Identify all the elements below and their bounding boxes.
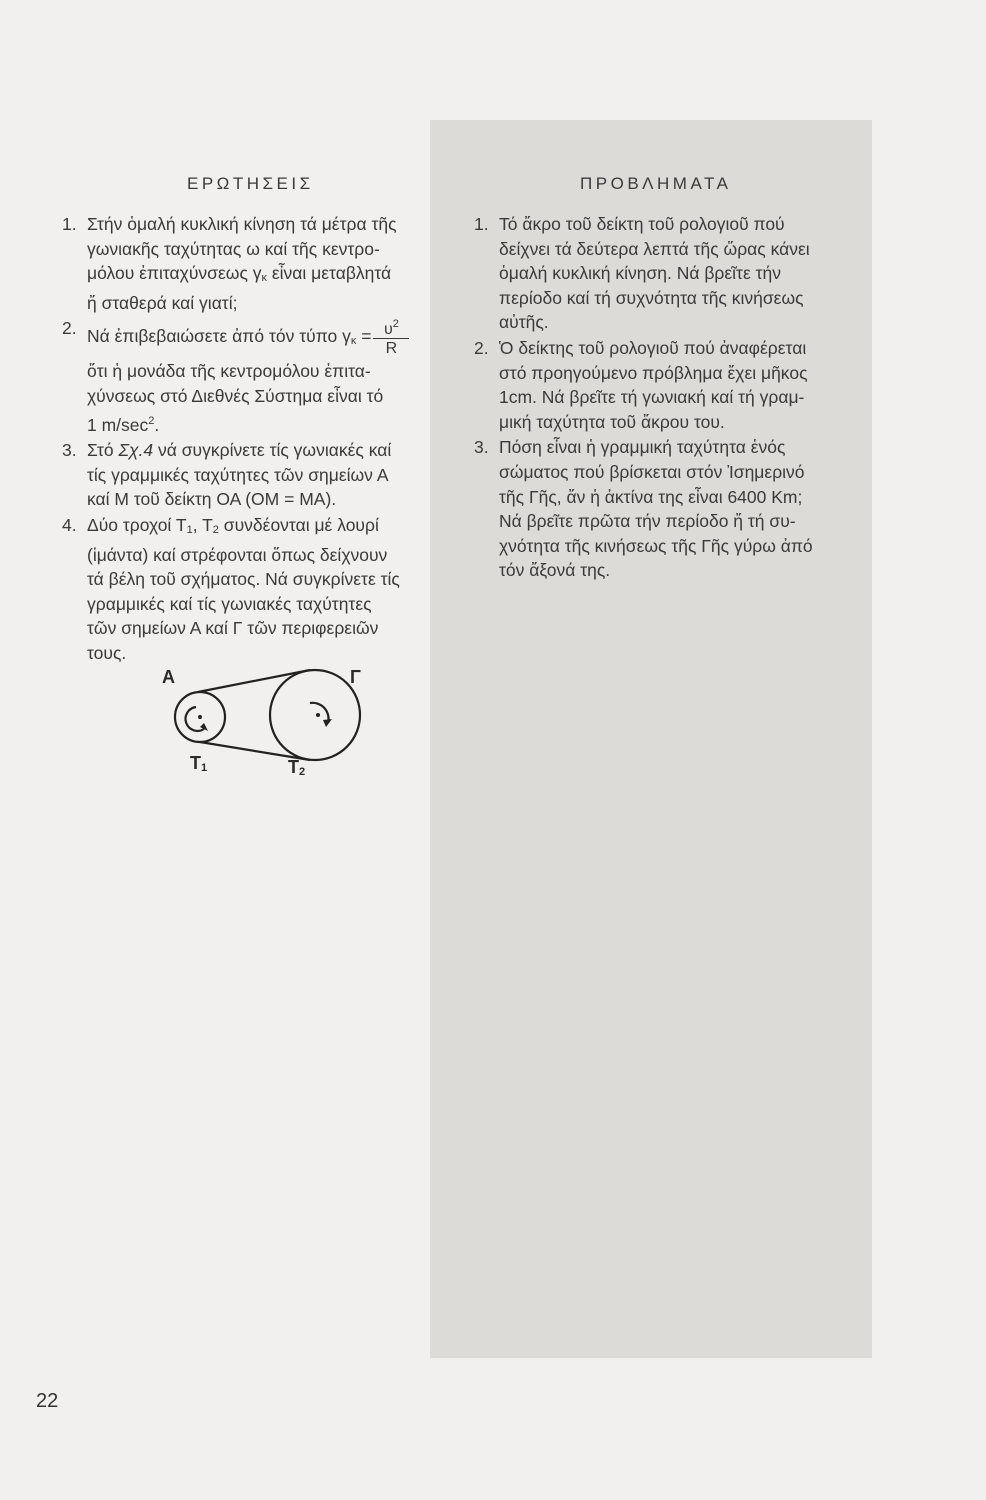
formula-line [87, 316, 450, 359]
text-line: δείχνει τά δεύτερα λεπτά τῆς ὥρας κάνει [499, 238, 810, 259]
center-dot-t1 [198, 715, 202, 719]
text-line: χύνσεως στό Διεθνές Σύστημα εἶναι τό [87, 385, 384, 406]
question-4 [62, 513, 450, 666]
text-line: μική ταχύτητα τοῦ ἄκρου του. [499, 411, 725, 432]
problem-1 [474, 212, 874, 335]
text-line: Στήν ὁμαλή κυκλική κίνηση τά μέτρα τῆς [87, 214, 397, 234]
equals-sign: = [356, 326, 372, 347]
text-line: Πόση εἶναι ἡ γραμμική ταχύτητα ἑνός [499, 437, 786, 458]
text-line: 1cm. Νά βρεῖτε τή γωνιακή καί τή γραμ- [499, 387, 805, 408]
text-line: περίοδο καί τή συχνότητα τῆς κινήσεως [499, 287, 804, 308]
problem-number: 1. [474, 214, 489, 234]
text-line: τους. [87, 642, 127, 663]
pulley-t2-circle [270, 670, 360, 760]
text-line: τόν ἄξονά της. [499, 560, 611, 581]
text-span: , Τ [192, 514, 213, 535]
text-line: (ἱμάντα) καί στρέφονται ὅπως δείχνουν [87, 544, 388, 565]
question-3 [62, 438, 450, 512]
subscript: κ [350, 335, 357, 348]
problem-3 [474, 435, 874, 583]
text-line [87, 261, 450, 291]
subscript: 1 [186, 523, 193, 536]
text-line: αὐτῆς. [499, 312, 549, 333]
text-line: ἤ σταθερά καί γιατί; [87, 292, 238, 313]
text-line: καί Μ τοῦ δείκτη ΟΑ (ΟΜ = ΜΑ). [87, 489, 337, 510]
problem-number: 3. [474, 437, 489, 458]
subscript: 1 [201, 762, 208, 774]
text-line: ὅτι ἡ μονάδα τῆς κεντρομόλου ἐπιτα- [87, 361, 371, 382]
text-span: συνδέονται μέ λουρί [218, 514, 379, 535]
label-text: Τ [190, 753, 201, 773]
text-line: τῶν σημείων Α καί Γ τῶν περιφερειῶν [87, 618, 379, 639]
center-dot-t2 [316, 713, 320, 717]
questions-list [62, 212, 450, 666]
figure-reference: Σχ.4 [118, 440, 154, 461]
text-line [87, 513, 450, 543]
unit-text: 1 m/sec [87, 414, 149, 435]
question-1 [62, 212, 450, 315]
question-number: 3. [62, 440, 77, 461]
problems-column [474, 172, 874, 584]
question-number: 2. [62, 318, 77, 339]
page-number: 22 [36, 1390, 59, 1412]
problem-2 [474, 336, 874, 434]
text-line: Ὁ δείκτης τοῦ ρολογιοῦ πού ἀναφέρεται [499, 337, 807, 358]
arrowhead-t2-icon [323, 719, 332, 727]
fraction-numerator [373, 316, 409, 339]
question-number: 1. [62, 214, 77, 234]
question-number: 4. [62, 514, 77, 535]
text-line: Τό ἄκρο τοῦ δείκτη τοῦ ρολογιοῦ πού [499, 214, 785, 234]
text-span: Στό [87, 440, 119, 461]
problems-list [474, 212, 874, 583]
text-span: Νά ἐπιβεβαιώσετε ἀπό τόν τύπο γ [87, 326, 351, 347]
problem-number: 2. [474, 337, 489, 358]
text-line [87, 409, 450, 438]
text-line: γωνιακῆς ταχύτητας ω καί τῆς κεντρο- [87, 238, 380, 259]
label-pulley-t2 [288, 757, 305, 778]
text-line [87, 438, 450, 463]
text-line: σώματος πού βρίσκεται στόν Ἰσημερινό [499, 461, 805, 482]
question-2 [62, 316, 450, 437]
questions-column [62, 172, 450, 667]
label-point-a: Α [162, 667, 175, 687]
subscript: 2 [299, 766, 306, 778]
subscript: 2 [212, 523, 219, 536]
fraction [373, 316, 409, 359]
subscript: κ [261, 272, 267, 285]
label-point-g: Γ [350, 667, 361, 687]
label-text: Τ [288, 757, 299, 777]
text-line: Νά βρεῖτε πρῶτα τήν περίοδο ἤ τή συ- [499, 511, 796, 532]
text-line: ὁμαλή κυκλική κίνηση. Νά βρεῖτε τήν [499, 263, 782, 284]
superscript: 2 [148, 414, 155, 427]
problems-heading: ΠΡΟΒΛΗΜΑΤΑ [580, 174, 732, 193]
numerator-symbol: υ [384, 321, 393, 339]
text-line: στό προηγούμενο πρόβλημα ἔχει μῆκος [499, 362, 808, 383]
text-span: εἶναι μεταβλητά [267, 263, 392, 284]
text-span: Δύο τροχοί Τ [87, 514, 187, 535]
text-line: τά βέλη τοῦ σχήματος. Νά συγκρίνετε τίς [87, 569, 400, 590]
text-span: νά συγκρίνετε τίς γωνιακές καί [153, 440, 392, 461]
text-span: μόλου ἐπιταχύνσεως γ [87, 263, 262, 284]
belt-top-line [198, 670, 310, 692]
superscript: 2 [392, 318, 399, 331]
label-pulley-t1 [190, 753, 207, 774]
text-span: . [154, 414, 160, 435]
text-line: γραμμικές καί τίς γωνιακές ταχύτητες [87, 593, 372, 614]
pulley-belt-figure [160, 665, 380, 785]
text-line: χνότητα τῆς κινήσεως τῆς Γῆς γύρω ἀπό [499, 535, 813, 556]
questions-heading: ΕΡΩΤΗΣΕΙΣ [187, 174, 314, 193]
text-line: τίς γραμμικές ταχύτητες τῶν σημείων Α [87, 464, 389, 485]
fraction-denominator: R [385, 340, 398, 358]
text-line: τῆς Γῆς, ἄν ἡ ἀκτίνα της εἶναι 6400 Km; [499, 486, 803, 507]
